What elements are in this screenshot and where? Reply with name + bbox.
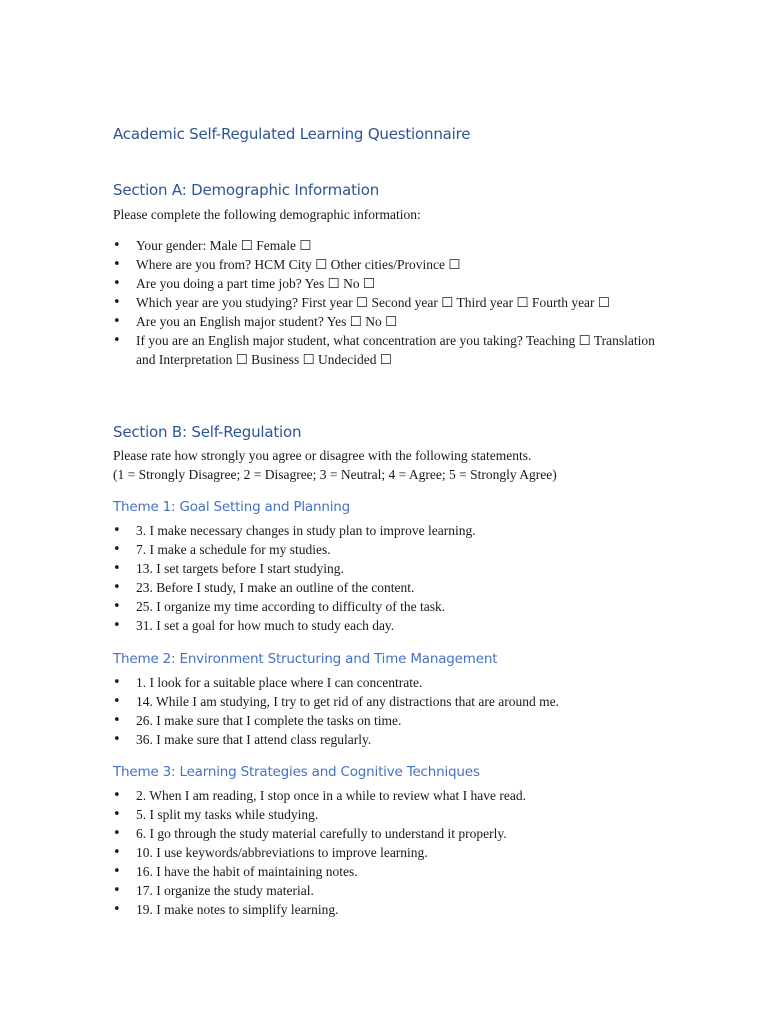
list-item: • Are you doing a part time job? Yes ☐ No ☐ <box>113 274 658 293</box>
list-item: • Where are you from? HCM City ☐ Other cities/Province ☐ <box>113 255 658 274</box>
section-a-intro: Please complete the following demographic information: <box>113 207 421 222</box>
list-item: • 3. I make necessary changes in study plan to improve learning. <box>113 521 658 540</box>
list-item: • 36. I make sure that I attend class regularly. <box>113 730 658 749</box>
section-b-intro: Please rate how strongly you agree or disagree with the following statements. <box>113 448 532 463</box>
list-item: • 2. When I am reading, I stop once in a while to review what I have read. <box>113 786 658 805</box>
list-item: • 10. I use keywords/abbreviations to improve learning. <box>113 843 658 862</box>
list-item: • Which year are you studying? First year ☐ Second year ☐ Third year ☐ Fourth year ☐ <box>113 293 658 312</box>
section-b-heading: Section B: Self-Regulation <box>113 423 302 441</box>
document-title: Academic Self-Regulated Learning Questionnaire <box>113 125 471 143</box>
list-item: • 5. I split my tasks while studying. <box>113 805 658 824</box>
list-item: • 6. I go through the study material carefully to understand it properly. <box>113 824 658 843</box>
list-item: • Are you an English major student? Yes ☐ No ☐ <box>113 312 658 331</box>
section-a-heading: Section A: Demographic Information <box>113 181 380 199</box>
list-item: • Your gender: Male ☐ Female ☐ <box>113 236 658 255</box>
list-item: • 13. I set targets before I start studying. <box>113 559 658 578</box>
list-item: • If you are an English major student, what concentration are you taking? Teaching ☐ Translation and Interpretation ☐ Business ☐ Undecided ☐ <box>113 331 658 369</box>
list-item: • 23. Before I study, I make an outline of the content. <box>113 578 658 597</box>
theme-1-heading: Theme 1: Goal Setting and Planning <box>113 499 350 515</box>
theme-2-list <box>113 673 658 749</box>
list-item: • 25. I organize my time according to difficulty of the task. <box>113 597 658 616</box>
list-item: • 26. I make sure that I complete the tasks on time. <box>113 711 658 730</box>
theme-2-heading: Theme 2: Environment Structuring and Time Management <box>113 651 498 667</box>
demographic-list <box>113 236 658 369</box>
list-item: • 17. I organize the study material. <box>113 881 658 900</box>
theme-3-list <box>113 786 658 919</box>
list-item: • 14. While I am studying, I try to get rid of any distractions that are around me. <box>113 692 658 711</box>
theme-3-heading: Theme 3: Learning Strategies and Cognitive Techniques <box>113 764 480 780</box>
list-item: • 1. I look for a suitable place where I can concentrate. <box>113 673 658 692</box>
theme-1-list <box>113 521 658 635</box>
list-item: • 31. I set a goal for how much to study each day. <box>113 616 658 635</box>
rating-scale-note: (1 = Strongly Disagree; 2 = Disagree; 3 = Neutral; 4 = Agree; 5 = Strongly Agree) <box>113 467 557 482</box>
list-item: • 19. I make notes to simplify learning. <box>113 900 658 919</box>
list-item: • 7. I make a schedule for my studies. <box>113 540 658 559</box>
list-item: • 16. I have the habit of maintaining notes. <box>113 862 658 881</box>
